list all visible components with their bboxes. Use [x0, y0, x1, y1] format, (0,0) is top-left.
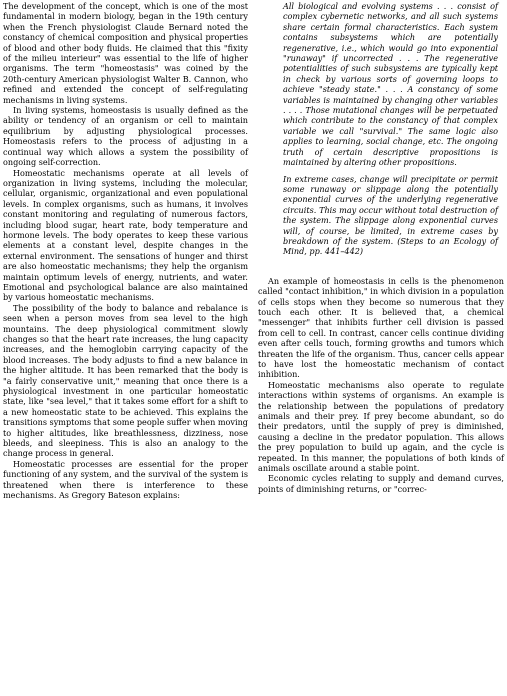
- paragraph-bateson-intro: Homeostatic processes are essential for the proper functioning of any system, and the survival of the system is threatened when there is interference to these mechanisms. As Gregory Bateson explains:: [3, 458, 248, 501]
- right-column: [258, 1, 504, 494]
- paragraph-predator-prey: Homeostatic mechanisms also operate to regulate interactions within systems of organisms. An example is the relationship between the populations of predatory animals and their prey. If prey become abundant, so do their predators, until the supply of prey is diminished, causing a decline in the predator population. This allows the prey population to build up again, and the cycle is repeated. In this manner, the populations of both kinds of animals oscillate around a stable point.: [258, 379, 504, 474]
- quote-paragraph: All biological and evolving systems . . . consist of complex cybernetic networks, and all such systems share certain formal characteristics. Each system contains subsystems which are potentially regenerative, i.e., which would go into exponential "runaway" if uncorrected . . . The regenerative potentialities of such subsystems are typically kept in check by various sorts of governing loops to achieve "steady state." . . . A constancy of some variables is maintained by changing other variables . . . . Those mutational changes will be perpetuated which contribute to the constancy of that complex variable we call "survival." The same logic also applies to learning, social change, etc. The ongoing truth of certain descriptive propositions is maintained by altering other propositions.: [283, 1, 498, 168]
- left-column: [3, 1, 248, 501]
- paragraph-economic-cycles: Economic cycles relating to supply and demand curves, points of diminishing returns, or "correc-: [258, 473, 504, 494]
- bateson-quote: [258, 1, 504, 257]
- paragraph-contact-inhibition: An example of homeostasis in cells is the phenomenon called "contact inhibition," in which division in a population of cells stops when they become so numerous that they touch each other. It is believed that, a chemical "messenger" that inhibits further cell division is passed from cell to cell. In contrast, cancer cells continue dividing even after cells touch, forming growths and tumors which threaten the life of the organism. Thus, cancer cells appear to have lost the homeostatic mechanism of contact inhibition.: [258, 275, 504, 380]
- paragraph-definition: In living systems, homeostasis is usually defined as the ability or tendency of an organism or cell to maintain equilibrium by adjusting physiological processes. Homeostasis refers to the process of adjusting in a continual way which allows a system the possibility of ongoing self-correction.: [3, 105, 248, 168]
- paragraph-levels: Homeostatic mechanisms operate at all levels of organization in living systems, including the molecular, cellular, organismic, organizational and even populational levels. In complex organisms, such as humans, it involves constant monitoring and regulating of numerous factors, including blood sugar, heart rate, body temperature and hormone levels. The body operates to keep these various elements at a constant level, despite changes in the external environment. The sensations of hunger and thirst are also homeostatic mechanisms; they help the organism maintain optimum levels of energy, nutrients, and water. Emotional and psychological balance are also maintained by various homeostatic mechanisms.: [3, 167, 248, 303]
- quote-paragraph: In extreme cases, change will precipitate or permit some runaway or slippage along the potentially exponential curves of the underlying regenerative circuits. This may occur without total destruction of the system. The slippage along exponential curves will, of course, be limited, in extreme cases by breakdown of the system. (Steps to an Ecology of Mind, pp. 441–442): [283, 173, 498, 257]
- paragraph-altitude: The possibility of the body to balance and rebalance is seen when a person moves from sea level to the high mountains. The deep physiological commitment slowly changes so that the heart rate increases, the lung capacity increases, and the hemoglobin carrying capacity of the blood increases. The body adjusts to find a new balance in the higher altitude. It has been remarked that the body is "a fairly conservative unit," meaning that once there is a physiological investment in one particular homeostatic state, like "sea level," that it takes some effort for a shift to a new homeostatic state to be achieved. This explains the transitions symptoms that some people suffer when moving to higher altitudes, like breathlessness, dizziness, nose bleeds, and sleepiness. This is also an analogy to the change process in general.: [3, 302, 248, 459]
- paragraph-history: The development of the concept, which is one of the most fundamental in modern biology, began in the 19th century when the French physiologist Claude Bernard noted the constancy of chemical composition and physical properties of blood and other body fluids. He claimed that this "fixity of the milieu interieur" was essential to the life of higher organisms. The term "homeostasis" was coined by the 20th-century American physiologist Walter B. Cannon, who refined and extended the concept of self-regulating mechanisms in living systems.: [3, 1, 248, 105]
- spacer: [258, 257, 504, 276]
